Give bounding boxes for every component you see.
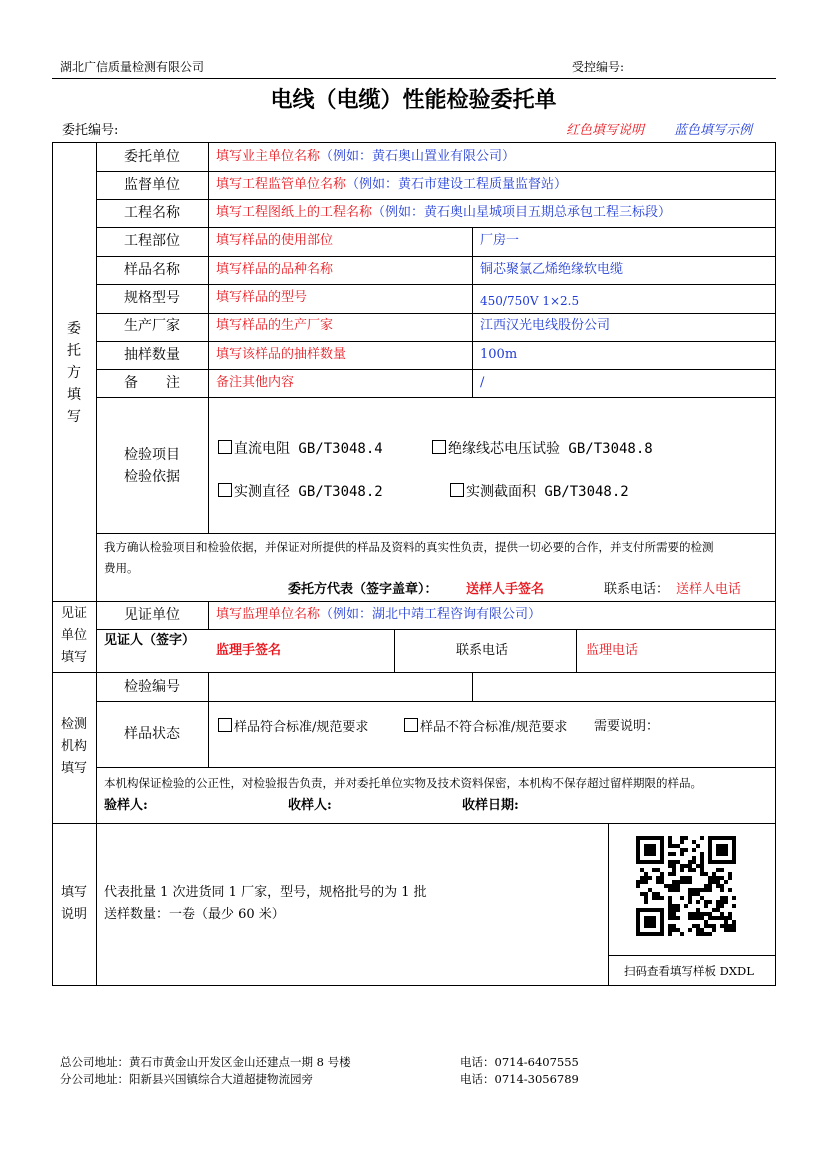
hq-address: 总公司地址：黄石市黄金山开发区金山还建点一期 8 号楼 bbox=[60, 1055, 351, 1069]
witness-person-label: 见证人（签字） bbox=[104, 633, 196, 648]
spec-model-input[interactable]: 450/750V 1×2.5 bbox=[480, 294, 580, 308]
client-declaration: 我方确认检验项目和检验依据，并保证对所提供的样品及资料的真实性负责，提供一切必要的合作，并支付所需要的检测 bbox=[104, 540, 714, 554]
client-section-label: 委 托 方 填 写 bbox=[67, 321, 81, 425]
row-label: 工程部位 bbox=[124, 233, 180, 249]
client-declaration-cont: 费用。 bbox=[104, 561, 139, 575]
checkbox-icon bbox=[404, 718, 418, 732]
witness-signature[interactable]: 监理手签名 bbox=[216, 643, 282, 658]
sample-state-label: 样品状态 bbox=[124, 726, 180, 742]
notes-line-1: 代表批量 1 次进货同 1 厂家，型号，规格批号的为 1 批 bbox=[104, 885, 427, 900]
checkbox-icon bbox=[218, 483, 232, 497]
witness-unit-label: 见证单位 bbox=[124, 607, 180, 623]
receiver-label: 收样人: bbox=[288, 798, 332, 813]
client-rep-label: 委托方代表（签字盖章）： bbox=[288, 582, 438, 597]
witness-section-label: 见证 单位 填写 bbox=[60, 606, 87, 665]
checkbox-cross-section[interactable]: 实测截面积 GB/T3048.2 bbox=[450, 483, 629, 501]
client-unit-input[interactable]: 填写业主单位名称（例如：黄石奥山置业有限公司） bbox=[216, 149, 516, 164]
checkbox-icon bbox=[218, 440, 232, 454]
row-label: 规格型号 bbox=[124, 290, 180, 306]
lab-number-label: 检验编号 bbox=[124, 679, 180, 695]
inspection-items-label: 检验项目 bbox=[124, 447, 180, 463]
lab-number-input[interactable] bbox=[209, 673, 471, 700]
sample-name-input[interactable]: 铜芯聚氯乙烯绝缘软电缆 bbox=[480, 262, 624, 277]
witness-phone-label: 联系电话 bbox=[456, 643, 509, 658]
control-number-label: 受控编号: bbox=[572, 60, 625, 74]
row-instruction: 填写样品的型号 bbox=[216, 290, 308, 305]
client-phone-input[interactable]: 送样人电话 bbox=[676, 582, 742, 597]
checkbox-diameter[interactable]: 实测直径 GB/T3048.2 bbox=[218, 483, 383, 501]
qr-code-icon[interactable] bbox=[636, 836, 736, 936]
branch-address: 分公司地址：阳新县兴国镇综合大道超捷物流园旁 bbox=[60, 1072, 313, 1086]
remark-input[interactable]: / bbox=[480, 375, 485, 390]
checkbox-icon bbox=[432, 440, 446, 454]
header-divider bbox=[52, 78, 776, 79]
row-label: 抽样数量 bbox=[124, 347, 180, 363]
row-label: 样品名称 bbox=[124, 262, 180, 278]
page-title: 电线（电缆）性能检验委托单 bbox=[270, 88, 557, 113]
checkbox-sample-conform[interactable]: 样品符合标准/规范要求 bbox=[218, 718, 368, 737]
notes-section-label: 填写 说明 bbox=[60, 885, 87, 922]
company-name: 湖北广信质量检测有限公司 bbox=[60, 60, 205, 74]
lab-statement: 本机构保证检验的公正性，对检验报告负责，并对委托单位实物及技术资料保密，本机构不保存超过留样期限的样品。 bbox=[104, 776, 702, 790]
row-label: 生产厂家 bbox=[124, 318, 180, 334]
project-location-input[interactable]: 厂房一 bbox=[480, 233, 520, 248]
branch-phone: 电话：0714-3056789 bbox=[460, 1072, 579, 1086]
manufacturer-input[interactable]: 江西汉光电线股份公司 bbox=[480, 318, 611, 333]
qr-caption: 扫码查看填写样板 DXDL bbox=[624, 964, 754, 978]
row-instruction: 填写该样品的抽样数量 bbox=[216, 347, 347, 362]
row-label: 备 注 bbox=[124, 375, 180, 391]
commission-number-label: 委托编号: bbox=[62, 123, 119, 138]
checkbox-icon bbox=[218, 718, 232, 732]
checkbox-dc-resistance[interactable]: 直流电阻 GB/T3048.4 bbox=[218, 440, 383, 458]
supervision-unit-input[interactable]: 填写工程监管单位名称（例如：黄石市建设工程质量监督站） bbox=[216, 177, 568, 192]
inspector-label: 验样人: bbox=[104, 798, 148, 813]
sample-quantity-input[interactable]: 100m bbox=[480, 347, 518, 362]
lab-section-label: 检测 机构 填写 bbox=[60, 717, 87, 776]
row-instruction: 填写样品的生产厂家 bbox=[216, 318, 334, 333]
client-phone-label: 联系电话： bbox=[604, 582, 670, 597]
row-label: 委托单位 bbox=[124, 149, 180, 165]
sample-state-note: 需要说明： bbox=[594, 719, 660, 734]
witness-phone-input[interactable]: 监理电话 bbox=[586, 643, 639, 658]
row-instruction: 备注其他内容 bbox=[216, 375, 295, 390]
client-rep-signature[interactable]: 送样人手签名 bbox=[466, 582, 545, 597]
checkbox-sample-nonconform[interactable]: 样品不符合标准/规范要求 bbox=[404, 718, 567, 737]
checkbox-voltage-test[interactable]: 绝缘线芯电压试验 GB/T3048.8 bbox=[432, 440, 653, 458]
checkbox-icon bbox=[450, 483, 464, 497]
row-instruction: 填写样品的使用部位 bbox=[216, 233, 334, 248]
legend-red: 红色填写说明 bbox=[566, 123, 645, 138]
row-label: 工程名称 bbox=[124, 205, 180, 221]
receive-date-label: 收样日期: bbox=[462, 798, 519, 813]
notes-line-2: 送样数量：一卷（最少 60 米） bbox=[104, 907, 285, 922]
project-name-input[interactable]: 填写工程图纸上的工程名称（例如：黄石奥山星城项目五期总承包工程三标段） bbox=[216, 205, 672, 220]
row-instruction: 填写样品的品种名称 bbox=[216, 262, 334, 277]
witness-unit-input[interactable]: 填写监理单位名称（例如：湖北中靖工程咨询有限公司） bbox=[216, 607, 542, 622]
legend-blue: 蓝色填写示例 bbox=[674, 123, 753, 138]
hq-phone: 电话：0714-6407555 bbox=[460, 1055, 579, 1069]
row-label: 监督单位 bbox=[124, 177, 180, 193]
inspection-basis-label: 检验依据 bbox=[124, 469, 180, 485]
